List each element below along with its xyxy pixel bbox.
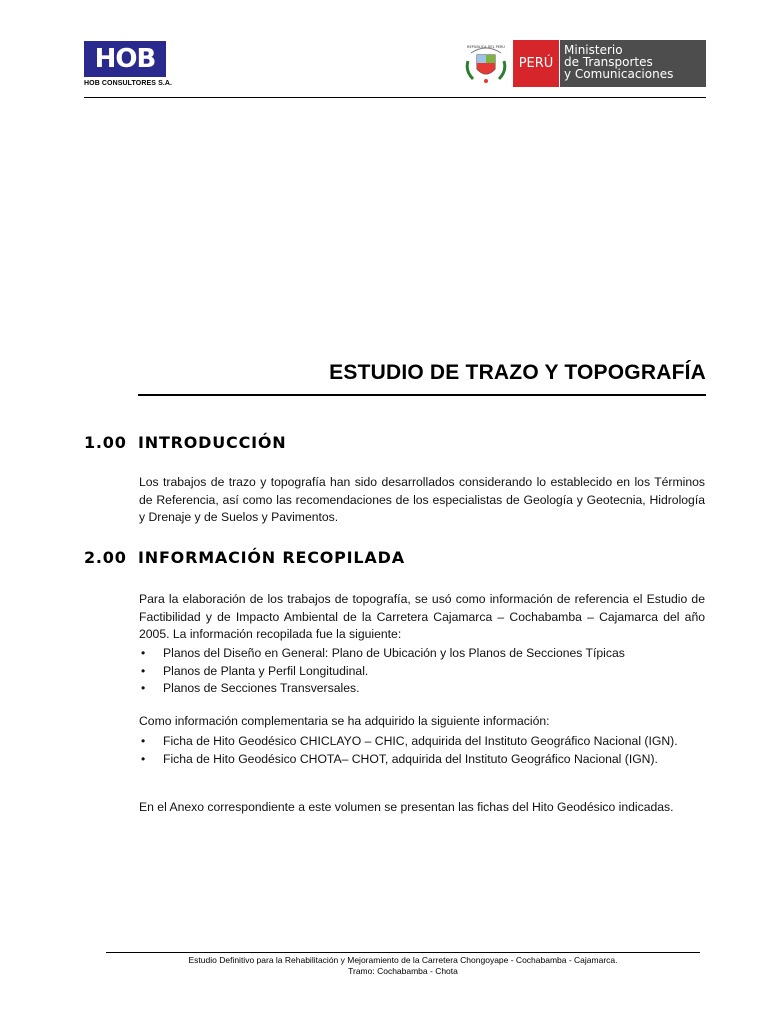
bullet-icon: • — [141, 681, 146, 696]
list-item-text: Ficha de Hito Geodésico CHICLAYO – CHIC, adquirida del Instituto Geográfico Nacional (IGN). — [163, 734, 678, 748]
ministry-line-3: y Comunicaciones — [564, 67, 674, 81]
bullet-icon: • — [141, 734, 146, 748]
document-title: ESTUDIO DE TRAZO Y TOPOGRAFÍA — [329, 361, 706, 384]
complementary-paragraph: Como información complementaria se ha adquirido la siguiente información: — [139, 714, 550, 728]
section-number: 1.00 — [84, 433, 127, 452]
ministry-line-1: Ministerio — [564, 43, 623, 57]
hob-company-name: HOB CONSULTORES S.A. — [84, 80, 173, 87]
peru-label-box — [513, 40, 559, 87]
intro-paragraph: Los trabajos de trazo y topografía han sido desarrollados considerando lo establecido en los Términos de Referencia, así como las recomendaciones de los especialistas de Geología y Geotecnia, Hidrología y Drenaje y de Suelos y Pavimentos. — [139, 475, 705, 525]
footer-tramo: Tramo: Cochabamba - Chota — [348, 966, 458, 976]
header-divider — [84, 97, 706, 98]
list-item — [139, 663, 705, 681]
list-item-text: Ficha de Hito Geodésico CHOTA– CHOT, adquirida del Instituto Geográfico Nacional (IGN). — [163, 751, 658, 766]
info-bullet-list — [139, 645, 705, 698]
list-item-text: Planos de Planta y Perfil Longitudinal. — [163, 663, 369, 678]
bullet-icon: • — [141, 751, 146, 766]
bullet-icon: • — [141, 646, 146, 660]
ministry-line-2: de Transportes — [564, 55, 653, 69]
list-item — [139, 733, 705, 751]
footer-project-title: Estudio Definitivo para la Rehabilitación y Mejoramiento de la Carretera Chongoyape - Cochabamba - Cajamarca. — [188, 955, 618, 965]
section-number: 2.00 — [84, 548, 127, 567]
hob-logo — [84, 41, 166, 77]
list-item — [139, 645, 705, 663]
title-underline — [138, 394, 706, 396]
ministry-logo — [560, 40, 706, 87]
annex-paragraph: En el Anexo correspondiente a este volumen se presentan las fichas del Hito Geodésico indicadas. — [139, 800, 674, 814]
svg-text:REPÚBLICA DEL PERÚ: REPÚBLICA DEL PERÚ — [467, 45, 505, 49]
section-heading-informacion — [84, 548, 405, 567]
info-paragraph: Para la elaboración de los trabajos de topografía, se usó como información de referencia el Estudio de Factibilidad y de Impacto Ambiental de la Carretera Cajamarca – Cochabamba – Cajamarca del año 2005. La información recopilada fue la siguiente: — [139, 592, 705, 642]
peru-coat-of-arms-icon — [465, 41, 507, 85]
section-title: INFORMACIÓN RECOPILADA — [138, 548, 405, 567]
bullet-icon: • — [141, 663, 146, 678]
list-item-text: Planos del Diseño en General: Plano de Ubicación y los Planos de Secciones Típicas — [163, 646, 625, 660]
hob-logo-text: HOB — [94, 44, 156, 74]
complementary-bullet-list — [139, 733, 705, 768]
list-item — [139, 680, 705, 698]
peru-label: PERÚ — [518, 56, 554, 71]
list-item — [139, 751, 705, 769]
list-item-text: Planos de Secciones Transversales. — [163, 681, 360, 696]
section-title: INTRODUCCIÓN — [138, 433, 287, 452]
section-heading-introduccion — [84, 433, 286, 452]
footer-divider — [106, 952, 700, 953]
